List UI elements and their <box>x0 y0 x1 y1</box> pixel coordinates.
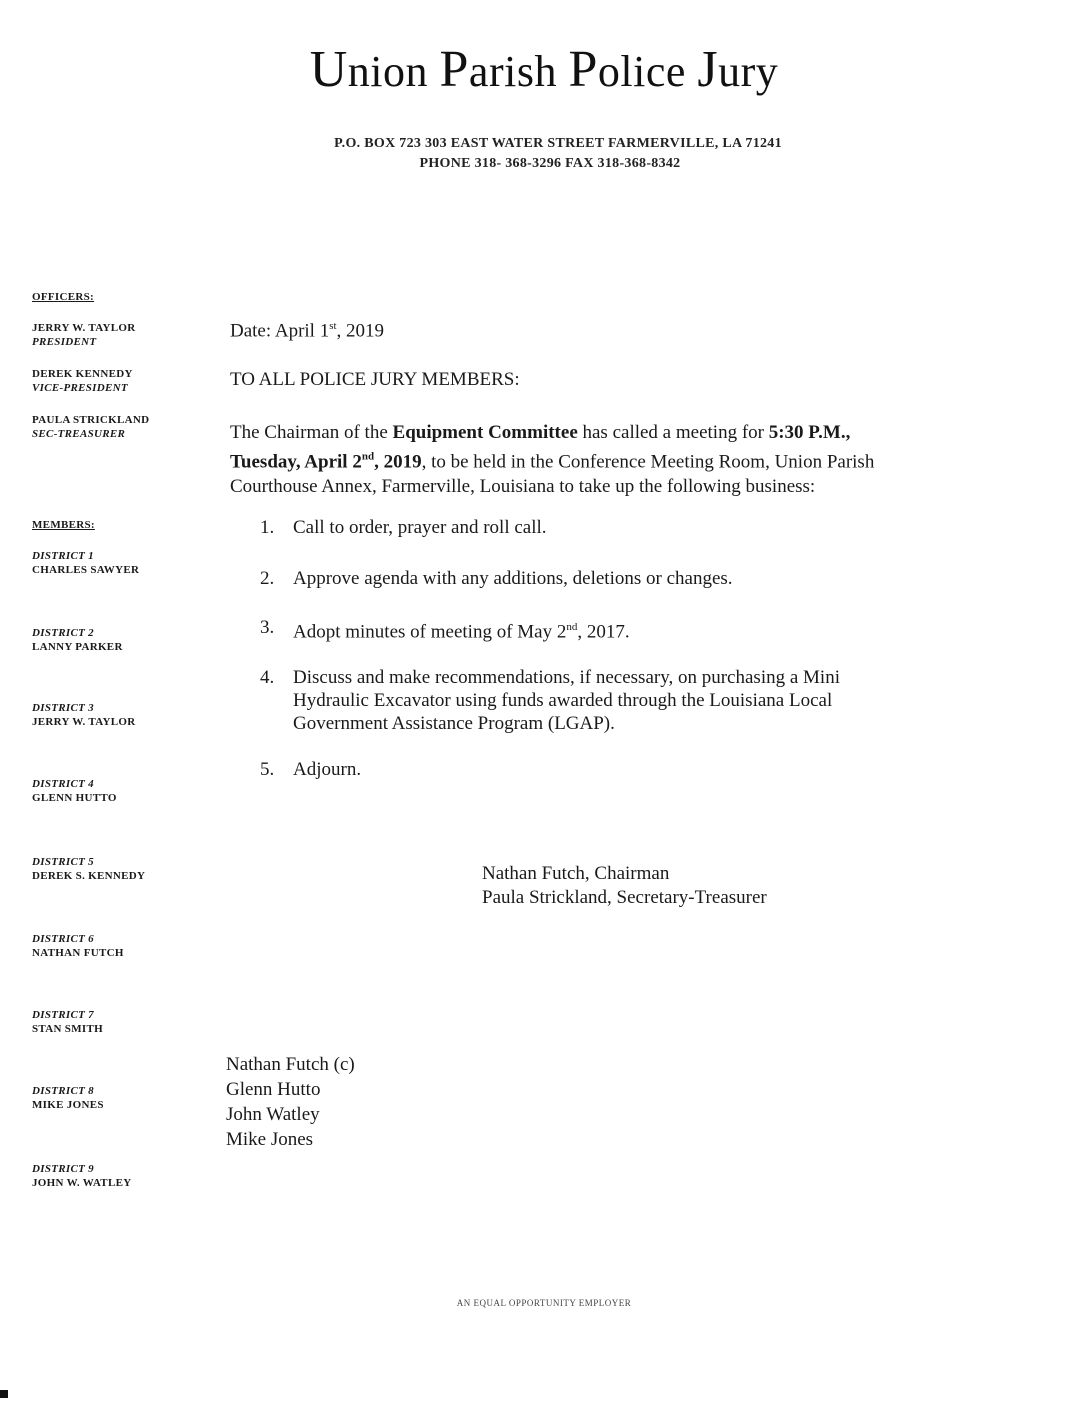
agenda-text: Approve agenda with any additions, deletions or changes. <box>293 568 733 589</box>
officer-entry <box>32 367 207 395</box>
committee-member: Mike Jones <box>226 1129 314 1150</box>
title-initial-p: P <box>439 41 469 98</box>
agenda-line: Hydraulic Excavator using funds awarded through the Louisiana Local <box>293 690 833 711</box>
member-name: NATHAN FUTCH <box>32 947 124 959</box>
agenda-item <box>260 666 840 735</box>
member-entry <box>32 777 207 805</box>
intro-line <box>230 420 874 445</box>
title-part: arish <box>468 47 569 96</box>
address-line: P.O. BOX 723 303 EAST WATER STREET FARMERVILLE, LA 71241 <box>334 136 782 151</box>
member-district: DISTRICT 6 <box>32 933 94 945</box>
member-entry <box>32 1008 207 1036</box>
members-heading: MEMBERS: <box>32 519 95 531</box>
agenda-number: 5. <box>260 759 275 780</box>
agenda-text <box>293 616 630 643</box>
letterhead-title <box>0 40 1088 99</box>
agenda-text <box>293 666 840 735</box>
agenda-line: Government Assistance Program (LGAP). <box>293 713 615 734</box>
member-district: DISTRICT 9 <box>32 1163 94 1175</box>
committee-member: Nathan Futch (c) <box>226 1054 355 1075</box>
member-name: STAN SMITH <box>32 1023 103 1035</box>
officer-entry <box>32 413 207 441</box>
committee-member: John Watley <box>226 1104 320 1125</box>
officer-name: DEREK KENNEDY <box>32 368 133 380</box>
member-entry <box>32 701 207 729</box>
title-initial-u: U <box>309 41 348 98</box>
agenda-text-part: , 2017. <box>577 621 630 643</box>
member-district: DISTRICT 1 <box>32 550 94 562</box>
agenda-number: 1. <box>260 517 275 538</box>
agenda-text: Adjourn. <box>293 759 362 780</box>
agenda-item <box>260 616 630 643</box>
agenda-text-suffix: nd <box>566 621 578 633</box>
committee-member: Glenn Hutto <box>226 1079 321 1100</box>
agenda-number: 3. <box>260 617 275 638</box>
member-district: DISTRICT 3 <box>32 702 94 714</box>
member-name: LANNY PARKER <box>32 641 123 653</box>
officers-heading: OFFICERS: <box>32 291 94 303</box>
title-initial-j: J <box>697 41 719 98</box>
committee-name: Equipment Committee <box>392 422 578 443</box>
member-entry <box>32 549 207 577</box>
member-entry <box>32 1084 207 1112</box>
agenda-number: 2. <box>260 568 275 589</box>
officer-role: PRESIDENT <box>32 336 97 348</box>
meeting-year: , 2019 <box>374 451 422 473</box>
meeting-day: Tuesday, April 2 <box>230 451 362 473</box>
title-initial-p2: P <box>568 41 598 98</box>
agenda-text: Call to order, prayer and roll call. <box>293 517 547 538</box>
member-name: DEREK S. KENNEDY <box>32 870 146 882</box>
member-district: DISTRICT 8 <box>32 1085 94 1097</box>
signature-block <box>482 862 767 910</box>
date-suffix: st <box>329 320 337 332</box>
phone-line: PHONE 318- 368-3296 FAX 318-368-8342 <box>419 156 681 171</box>
letter-date <box>230 320 384 342</box>
member-name: JOHN W. WATLEY <box>32 1177 132 1189</box>
scan-artifact <box>0 1390 8 1398</box>
member-name: JERRY W. TAYLOR <box>32 716 136 728</box>
footer-text: AN EQUAL OPPORTUNITY EMPLOYER <box>456 1298 632 1308</box>
member-name: MIKE JONES <box>32 1099 104 1111</box>
agenda-item <box>260 516 547 539</box>
member-district: DISTRICT 4 <box>32 778 94 790</box>
meeting-time: 5:30 P.M., <box>768 422 851 443</box>
officer-name: JERRY W. TAYLOR <box>32 322 136 334</box>
intro-text: The Chairman of the <box>230 422 393 443</box>
intro-line: Courthouse Annex, Farmerville, Louisiana to take up the following business: <box>230 476 816 498</box>
agenda-number: 4. <box>260 667 275 688</box>
signature-chairman: Nathan Futch, Chairman <box>482 863 670 884</box>
signature-secretary: Paula Strickland, Secretary-Treasurer <box>482 887 767 908</box>
member-entry <box>32 855 207 883</box>
agenda-line: Discuss and make recommendations, if necessary, on purchasing a Mini <box>293 667 840 688</box>
intro-paragraph <box>230 420 874 499</box>
agenda-item <box>260 567 733 590</box>
meeting-day-suffix: nd <box>361 451 375 463</box>
title-part: olice <box>597 47 698 96</box>
committee-members-list <box>226 1052 355 1152</box>
officer-name: PAULA STRICKLAND <box>32 414 150 426</box>
salutation: TO ALL POLICE JURY MEMBERS: <box>230 369 520 390</box>
officer-entry <box>32 321 207 349</box>
date-year: , 2019 <box>336 320 385 342</box>
member-district: DISTRICT 5 <box>32 856 94 868</box>
agenda-text-part: Adopt minutes of meeting of May 2 <box>293 621 567 643</box>
member-entry <box>32 932 207 960</box>
member-entry <box>32 1162 207 1190</box>
member-entry <box>32 626 207 654</box>
member-name: CHARLES SAWYER <box>32 564 140 576</box>
member-name: GLENN HUTTO <box>32 792 117 804</box>
title-part: ury <box>718 47 779 96</box>
title-part: nion <box>347 47 440 96</box>
officer-role: SEC-TREASURER <box>32 428 126 440</box>
officer-role: VICE-PRESIDENT <box>32 382 128 394</box>
intro-line <box>230 445 874 474</box>
member-district: DISTRICT 7 <box>32 1009 94 1021</box>
member-district: DISTRICT 2 <box>32 627 94 639</box>
agenda-item <box>260 758 361 781</box>
intro-text: , to be held in the Conference Meeting Room, Union Parish <box>421 451 875 473</box>
intro-text: has called a meeting for <box>577 422 769 443</box>
date-text: Date: April 1 <box>230 320 330 342</box>
